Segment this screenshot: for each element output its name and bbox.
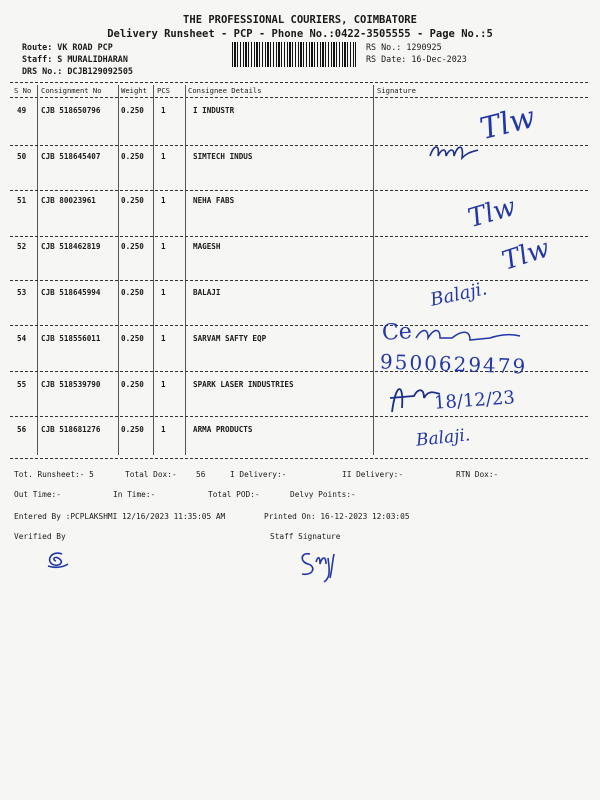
col-header-consignment: Consignment No [41,86,102,95]
row-rule [10,236,588,237]
verifier-signature [44,548,70,570]
row-sno: 56 [17,425,27,434]
row-pcs: 1 [161,380,166,389]
handwritten-initials: Tlw [476,99,539,148]
col-header-pcs: PCS [157,86,170,95]
row-consignment: CJB 518645994 [41,288,101,297]
column-divider [185,85,186,455]
row-weight: 0.250 [121,242,144,251]
row-sno: 50 [17,152,27,161]
handwritten-signature: Balaji. [415,425,472,451]
handwritten-date: 18/12/23 [433,387,516,414]
row-pcs: 1 [161,106,166,115]
col-header-signature: Signature [377,86,416,95]
row-sno: 55 [17,380,27,389]
row-consignment: CJB 518645407 [41,152,101,161]
column-divider [118,85,119,455]
row-rule [10,145,588,146]
row-pcs: 1 [161,425,166,434]
printed-on: Printed On: 16-12-2023 12:03:05 [264,512,410,521]
row-weight: 0.250 [121,425,144,434]
verified-by: Verified By [14,532,66,541]
row-pcs: 1 [161,334,166,343]
row-weight: 0.250 [121,380,144,389]
row-consignment: CJB 518650796 [41,106,101,115]
column-divider [153,85,154,455]
row-consignment: CJB 80023961 [41,196,96,205]
staff-label: Staff: S MURALIDHARAN [22,54,128,64]
staff-signature-label: Staff Signature [270,532,341,541]
row-sno: 52 [17,242,27,251]
row-consignee: MAGESH [193,242,221,251]
row-weight: 0.250 [121,334,144,343]
row-rule [10,416,588,417]
row-rule [10,458,588,459]
row-weight: 0.250 [121,152,144,161]
total-dox-value: 56 [196,470,206,479]
row-consignee: SARVAM SAFTY EQP [193,334,267,343]
tot-runsheet: Tot. Runsheet:- 5 [14,470,94,479]
drs-number: DRS No.: DCJB129092505 [22,66,133,76]
rs-number: RS No.: 1290925 [366,42,442,52]
row-consignment: CJB 518539790 [41,380,101,389]
row-weight: 0.250 [121,288,144,297]
row-pcs: 1 [161,152,166,161]
row-consignment: CJB 518462819 [41,242,101,251]
column-divider [373,85,374,455]
row-pcs: 1 [161,288,166,297]
barcode [232,42,356,67]
row-consignment: CJB 518681276 [41,425,101,434]
ii-delivery: II Delivery:- [342,470,404,479]
row-pcs: 1 [161,196,166,205]
rs-date: RS Date: 16-Dec-2023 [366,54,467,64]
column-divider [37,85,38,455]
handwritten-signature [424,138,480,166]
handwritten-initials: Tlw [464,191,520,235]
col-header-sno: S No [14,86,32,95]
row-consignee: SIMTECH INDUS [193,152,253,161]
i-delivery: I Delivery:- [230,470,287,479]
handwritten-note: Ce [381,319,413,346]
handwritten-scribble [412,326,522,348]
header-rule [10,97,588,98]
row-sno: 53 [17,288,27,297]
handwritten-signature: Balaji. [428,278,490,311]
row-consignee: BALAJI [193,288,221,297]
handwritten-initials: Tlw [498,233,554,277]
row-weight: 0.250 [121,106,144,115]
row-consignee: NEHA FABS [193,196,235,205]
in-time: In Time:- [113,490,156,499]
total-pod: Total POD:- [208,490,260,499]
row-pcs: 1 [161,242,166,251]
row-sno: 49 [17,106,27,115]
row-consignee: I INDUSTR [193,106,235,115]
row-rule [10,190,588,191]
delvy-points: Delvy Points:- [290,490,356,499]
staff-signature [296,548,342,584]
row-weight: 0.250 [121,196,144,205]
handwritten-phone: 9500629479 [379,349,528,379]
row-consignment: CJB 518556011 [41,334,101,343]
runsheet-subtitle: Delivery Runsheet - PCP - Phone No.:0422-3505555 - Page No.:5 [107,28,493,40]
col-header-weight: Weight [121,86,147,95]
rtn-dox: RTN Dox:- [456,470,499,479]
col-header-consignee: Consignee Details [188,86,262,95]
company-title: THE PROFESSIONAL COURIERS, COIMBATORE [183,14,417,26]
total-dox-label: Total Dox:- [125,470,177,479]
row-sno: 51 [17,196,27,205]
row-rule [10,280,588,281]
out-time: Out Time:- [14,490,61,499]
row-consignee: ARMA PRODUCTS [193,425,253,434]
table-top-rule [10,82,588,83]
entered-by: Entered By :PCPLAKSHMI 12/16/2023 11:35:05 AM [14,512,226,521]
row-consignee: SPARK LASER INDUSTRIES [193,380,294,389]
route-label: Route: VK ROAD PCP [22,42,113,52]
row-sno: 54 [17,334,27,343]
